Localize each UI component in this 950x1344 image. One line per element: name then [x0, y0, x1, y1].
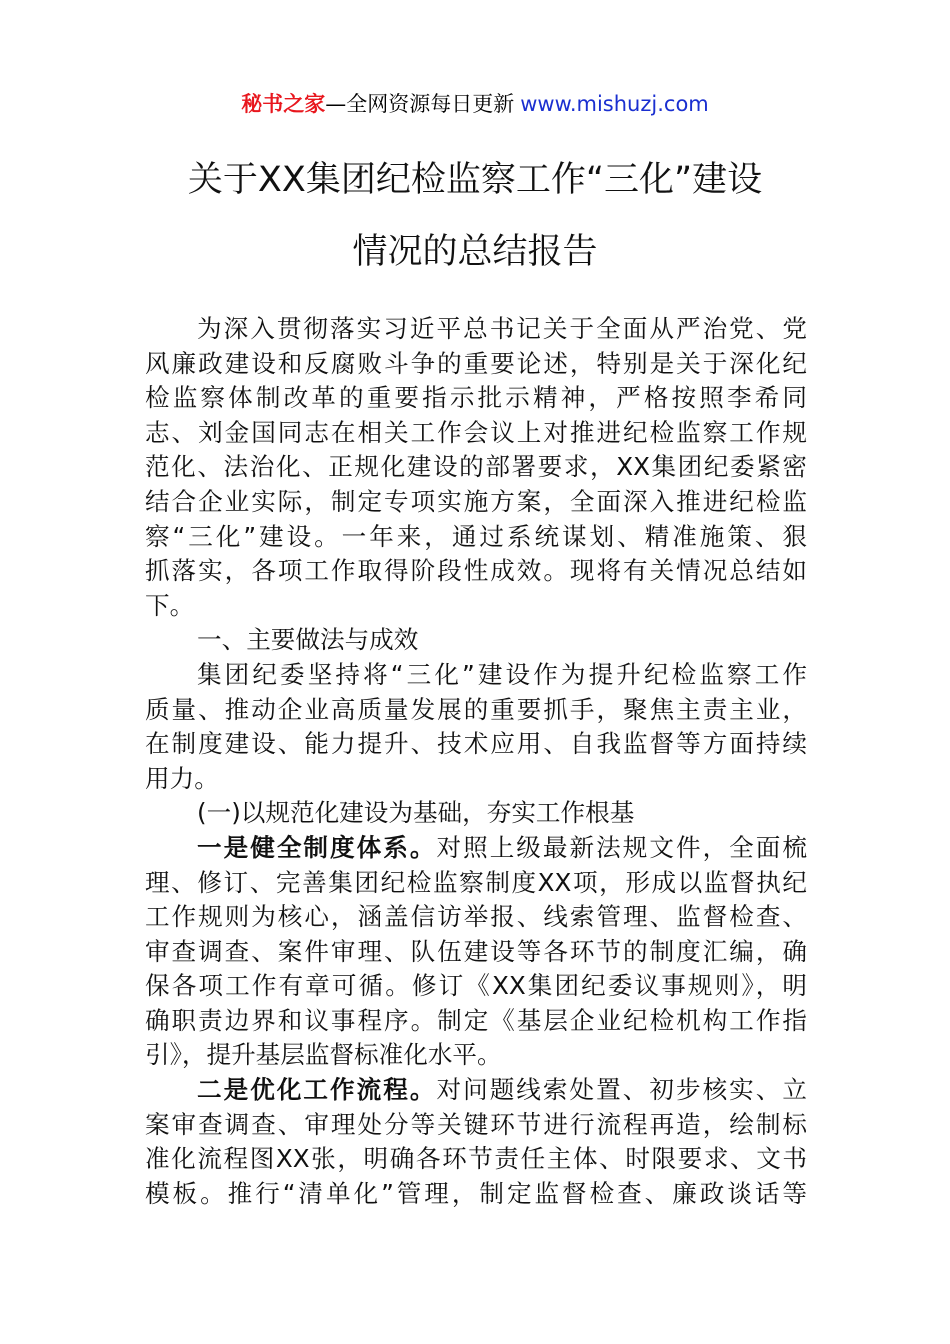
intro-line: 为深入贯彻落实习近平总书记关于全面从严治党、党: [197, 314, 807, 343]
item1-line: 工作规则为核心，涵盖信访举报、线索管理、监督检查、: [145, 902, 807, 932]
item2-first-line: [145, 1073, 807, 1108]
item1-first-line: [145, 831, 807, 866]
section-intro-line: 质量、推动企业高质量发展的重要抓手，聚焦主责主业，: [145, 694, 807, 724]
section-intro-line: 在制度建设、能力提升、技术应用、自我监督等方面持续: [145, 729, 807, 759]
section-intro-line: 用力。: [145, 763, 219, 793]
item2-line: 模板。推行“清单化”管理，制定监督检查、廉政谈话等: [145, 1178, 807, 1208]
item2-first-rest: 对问题线索处置、初步核实、立: [436, 1075, 807, 1105]
intro-line: 范化、法治化、正规化建设的部署要求，XX集团纪委紧密: [145, 452, 807, 482]
document-body: [145, 312, 807, 1211]
item1-first-rest: 对照上级最新法规文件，全面梳: [436, 832, 807, 862]
item1-line: 确职责边界和议事程序。制定《基层企业纪检机构工作指: [145, 1005, 807, 1035]
intro-line: 下。: [145, 590, 195, 620]
item1-line: 保各项工作有章可循。修订《XX集团纪委议事规则》，明: [145, 971, 807, 1001]
item2-lead: 二是优化工作流程。: [197, 1075, 437, 1105]
intro-line: 检监察体制改革的重要指示批示精神，严格按照李希同: [145, 383, 807, 413]
item1-line: 审查调查、案件审理、队伍建设等各环节的制度汇编，确: [145, 936, 807, 966]
intro-line: 结合企业实际，制定专项实施方案，全面深入推进纪检监: [145, 486, 807, 516]
site-header: [0, 89, 950, 119]
intro-line: 志、刘金国同志在相关工作会议上对推进纪检监察工作规: [145, 417, 807, 447]
site-brand: 秘书之家: [241, 92, 326, 116]
item2-line: 准化流程图XX张，明确各环节责任主体、时限要求、文书: [145, 1144, 807, 1174]
document-title-line-2: 情况的总结报告: [352, 232, 598, 272]
item1-line: 引》，提升基层监督标准化水平。: [145, 1040, 502, 1070]
item1-lead: 一是健全制度体系。: [197, 832, 437, 862]
site-url-link[interactable]: www.mishuzj.com: [520, 92, 709, 116]
intro-line: 抓落实，各项工作取得阶段性成效。现将有关情况总结如: [145, 556, 807, 586]
document-title-line-1: 关于XX集团纪检监察工作“三化”建设: [187, 160, 763, 200]
item2-line: 案审查调查、审理处分等关键环节进行流程再造，绘制标: [145, 1109, 807, 1139]
section-intro-line: 集团纪委坚持将“三化”建设作为提升纪检监察工作: [197, 659, 807, 689]
subsection-heading: (一)以规范化建设为基础，夯实工作根基: [197, 798, 635, 828]
intro-line: 察“三化”建设。一年来，通过系统谋划、精准施策、狠: [145, 521, 807, 551]
section-heading: 一、主要做法与成效: [197, 625, 419, 655]
intro-line: 风廉政建设和反腐败斗争的重要论述，特别是关于深化纪: [145, 348, 807, 378]
site-tagline: —全网资源每日更新: [325, 92, 515, 116]
item1-line: 理、修订、完善集团纪检监察制度XX项，形成以监督执纪: [145, 867, 807, 897]
